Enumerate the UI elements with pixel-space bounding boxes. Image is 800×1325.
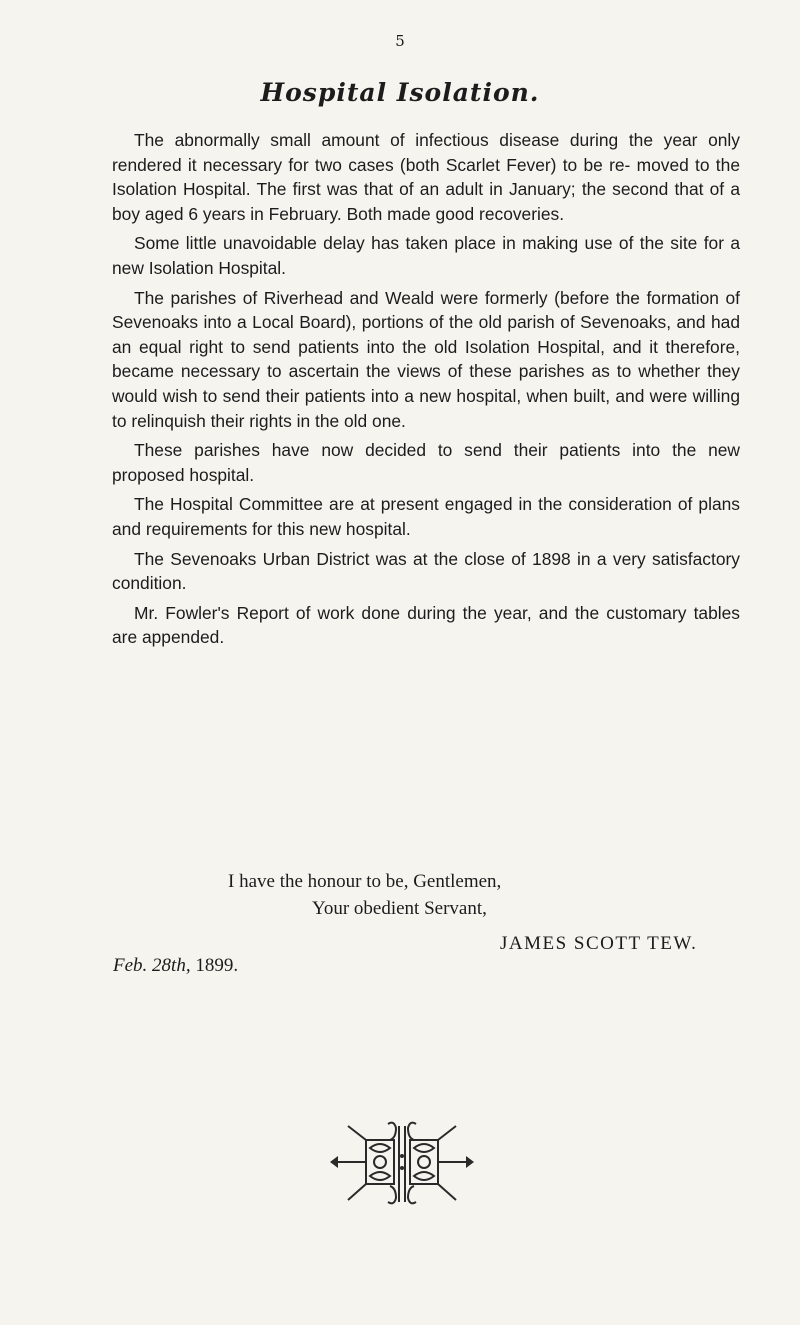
paragraph-parishes-rights: The parishes of Riverhead and Weald were formerly (before the formation of Sevenoaks into a Local Board), portions of the old parish of Sevenoaks, and had an equal right to send patients into the old Isolation Hospital, and it therefore, became necessary to ascertain the views of these parishes as to whether they would wish to send their patients into a new hospital, when built, and were willing to relinquish their rights in the old one. bbox=[112, 287, 740, 431]
paragraph-committee-plans: The Hospital Committee are at present engaged in the consideration of plans and requirements for this new hospital. bbox=[112, 494, 740, 539]
report-body bbox=[112, 128, 740, 655]
signature: JAMES SCOTT TEW. bbox=[500, 933, 698, 954]
paragraph-site-delay: Some little unavoidable delay has taken place in making use of the site for a new Isolation Hospital. bbox=[112, 233, 740, 278]
printers-ornament-icon bbox=[322, 1118, 482, 1208]
closing-servant: Your obedient Servant, bbox=[312, 898, 487, 919]
closing-salutation: I have the honour to be, Gentlemen, bbox=[228, 871, 502, 892]
paragraph-district-condition: The Sevenoaks Urban District was at the close of 1898 in a very satisfactory condition. bbox=[112, 548, 740, 594]
section-heading: Hospital Isolation. bbox=[260, 78, 540, 107]
page-number: 5 bbox=[395, 32, 405, 50]
paragraph-report-appended: Mr. Fowler's Report of work done during the year, and the customary tables are appended. bbox=[112, 602, 740, 648]
paragraph-parishes-decision: These parishes have now decided to send their patients into the new proposed hospital. bbox=[112, 440, 740, 485]
paragraph-isolation-cases: The abnormally small amount of infectious disease during the year only rendered it necessary for two cases (both Scarlet Fever) to be re- moved to the Isolation Hospital. The first was that of an adult in January; the second that of a boy aged 6 years in February. Both made good recoveries. bbox=[112, 130, 740, 224]
date-year: 1899. bbox=[195, 955, 239, 976]
date-day: Feb. 28th, bbox=[113, 955, 191, 976]
letter-date bbox=[113, 955, 238, 977]
